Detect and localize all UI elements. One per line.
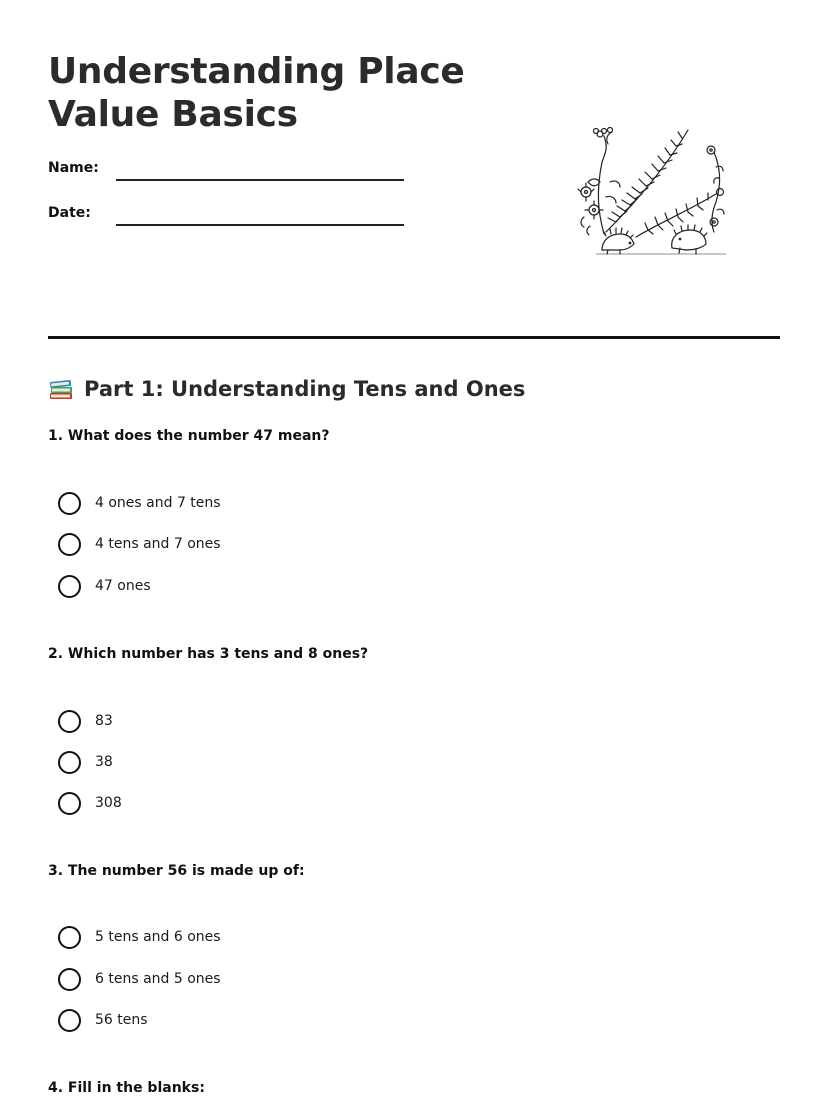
radio-button[interactable]: [58, 751, 81, 774]
option-label: 308: [95, 795, 122, 811]
question-1-text: 1. What does the number 47 mean?: [48, 428, 330, 444]
option-label: 4 tens and 7 ones: [95, 536, 221, 552]
question-3-text: 3. The number 56 is made up of:: [48, 863, 305, 879]
name-field[interactable]: [48, 160, 408, 190]
title-line-2: Value Basics: [48, 94, 298, 135]
question-2-option-2[interactable]: [58, 749, 113, 775]
question-1-option-2[interactable]: [58, 531, 221, 557]
name-label: Name:: [48, 160, 99, 176]
date-field[interactable]: [48, 205, 408, 235]
question-1-option-3[interactable]: [58, 573, 151, 599]
radio-button[interactable]: [58, 792, 81, 815]
section-divider: [48, 336, 780, 339]
question-2-option-3[interactable]: [58, 790, 122, 816]
radio-button[interactable]: [58, 926, 81, 949]
section-1-heading: [48, 373, 525, 405]
worksheet-title: [48, 50, 464, 136]
option-label: 38: [95, 754, 113, 770]
botanical-illustration: [576, 122, 728, 256]
section-1-heading-text: Part 1: Understanding Tens and Ones: [84, 377, 526, 401]
date-label: Date:: [48, 205, 91, 221]
question-1-option-1[interactable]: [58, 490, 221, 516]
radio-button[interactable]: [58, 710, 81, 733]
question-2-text: 2. Which number has 3 tens and 8 ones?: [48, 646, 369, 662]
option-label: 56 tens: [95, 1012, 148, 1028]
option-label: 5 tens and 6 ones: [95, 929, 221, 945]
radio-button[interactable]: [58, 533, 81, 556]
option-label: 4 ones and 7 tens: [95, 495, 221, 511]
radio-button[interactable]: [58, 968, 81, 991]
radio-button[interactable]: [58, 1009, 81, 1032]
question-3-option-3[interactable]: [58, 1007, 148, 1033]
option-label: 6 tens and 5 ones: [95, 971, 221, 987]
question-3-option-2[interactable]: [58, 966, 221, 992]
books-icon: [48, 376, 74, 402]
option-label: 83: [95, 713, 113, 729]
question-3-option-1[interactable]: [58, 924, 221, 950]
name-blank-line[interactable]: [116, 179, 404, 181]
date-blank-line[interactable]: [116, 224, 404, 226]
radio-button[interactable]: [58, 492, 81, 515]
title-line-1: Understanding Place: [48, 51, 465, 92]
option-label: 47 ones: [95, 578, 151, 594]
worksheet-page: [48, 0, 780, 1118]
question-2-option-1[interactable]: [58, 708, 113, 734]
radio-button[interactable]: [58, 575, 81, 598]
question-4-text: 4. Fill in the blanks:: [48, 1080, 205, 1096]
